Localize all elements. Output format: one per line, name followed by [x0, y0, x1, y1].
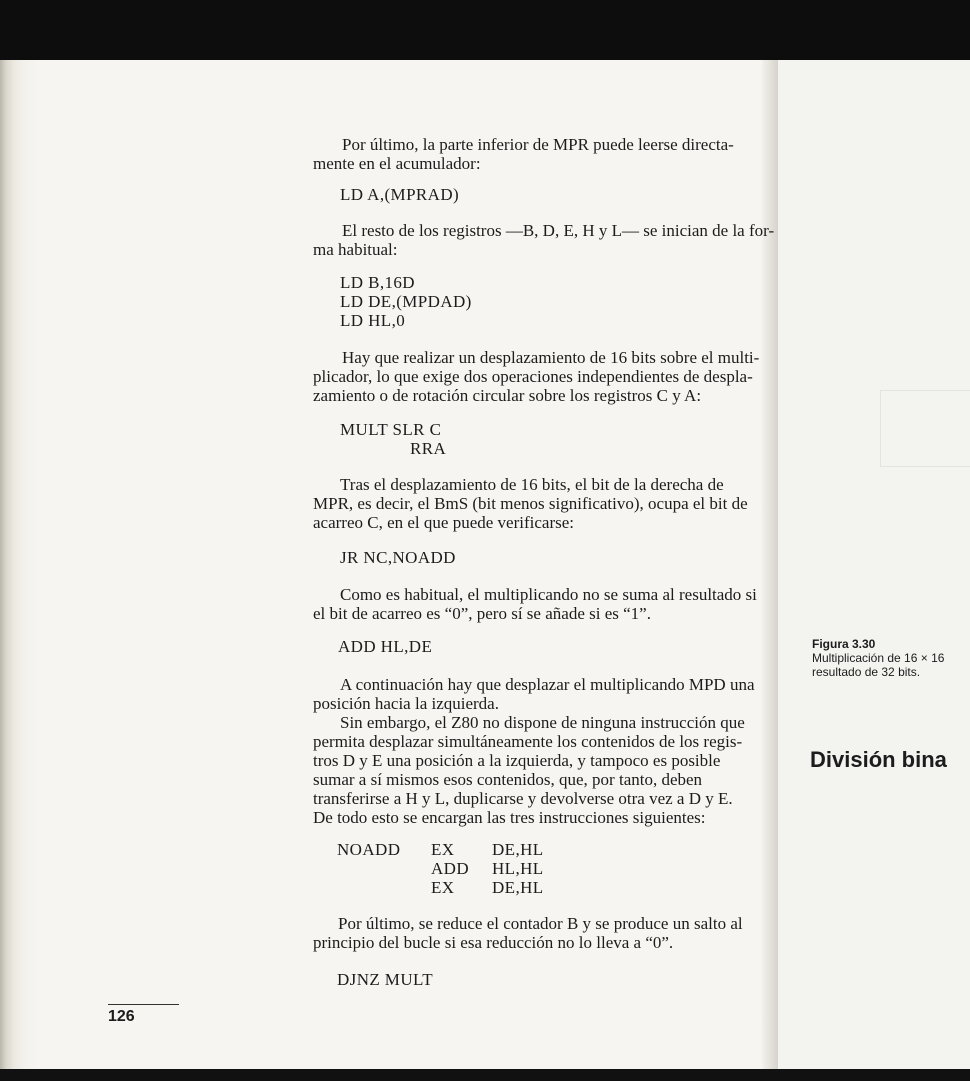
figure-caption-line: Multiplicación de 16 × 16 [812, 651, 945, 665]
figure-label: Figura 3.30 [812, 637, 876, 651]
text-line: posición hacia la izquierda. [313, 694, 499, 713]
text-line: Tras el desplazamiento de 16 bits, el bit de la derecha de [340, 475, 724, 494]
text-line: zamiento o de rotación circular sobre los registros C y A: [313, 386, 702, 405]
text-line: el bit de acarreo es “0”, pero sí se añade si es “1”. [313, 604, 651, 623]
footer-rule [108, 1004, 179, 1005]
page-number: 126 [108, 1008, 135, 1025]
code-line: ADD HL,DE [338, 637, 433, 656]
text-line: permita desplazar simultáneamente los contenidos de los regis- [313, 732, 743, 751]
scan-top-border [0, 0, 970, 60]
section-heading: División bina [810, 747, 947, 772]
text-line: tros D y E una posición a la izquierda, y tampoco es posible [313, 751, 721, 770]
code-line: DJNZ MULT [337, 970, 434, 989]
scan-bottom-border [0, 1069, 970, 1081]
code-label: NOADD [337, 840, 401, 859]
text-line: MPR, es decir, el BmS (bit menos significativo), ocupa el bit de [313, 494, 748, 513]
code-op: EX [431, 878, 455, 897]
text-line: Hay que realizar un desplazamiento de 16 bits sobre el multi- [342, 348, 760, 367]
code-line: LD A,(MPRAD) [340, 185, 460, 204]
figure-caption-line: resultado de 32 bits. [812, 665, 921, 679]
code-line: LD B,16D [340, 273, 415, 292]
code-line: RRA [410, 439, 447, 458]
code-arg: DE,HL [492, 878, 544, 897]
code-line: LD HL,0 [340, 311, 406, 330]
code-line: MULT SLR C [340, 420, 442, 439]
code-arg: HL,HL [492, 859, 544, 878]
text-line: Por último, se reduce el contador B y se produce un salto al [338, 914, 743, 933]
text-line: plicador, lo que exige dos operaciones independientes de despla- [313, 367, 753, 386]
code-op: EX [431, 840, 455, 859]
text-line: A continuación hay que desplazar el multiplicando MPD una [340, 675, 755, 694]
text-line: mente en el acumulador: [313, 154, 481, 173]
code-line: JR NC,NOADD [340, 548, 456, 567]
text-line: ma habitual: [313, 240, 398, 259]
right-page [778, 60, 970, 1070]
page-edge-shading [0, 60, 38, 1070]
text-line: El resto de los registros —B, D, E, H y L— se inician de la for- [342, 221, 775, 240]
text-line: principio del bucle si esa reducción no lo lleva a “0”. [313, 933, 674, 952]
book-gutter [762, 60, 778, 1070]
text-line: sumar a sí mismos esos contenidos, que, por tanto, deben [313, 770, 703, 789]
code-arg: DE,HL [492, 840, 544, 859]
text-line: Por último, la parte inferior de MPR puede leerse directa- [342, 135, 734, 154]
text-line: acarreo C, en el que puede verificarse: [313, 513, 574, 532]
code-line: LD DE,(MPDAD) [340, 292, 472, 311]
text-line: transferirse a H y L, duplicarse y devolverse otra vez a D y E. [313, 789, 733, 808]
text-line: Sin embargo, el Z80 no dispone de ninguna instrucción que [340, 713, 745, 732]
text-line: Como es habitual, el multiplicando no se suma al resultado si [340, 585, 757, 604]
show-through-figure [880, 390, 970, 467]
text-line: De todo esto se encargan las tres instrucciones siguientes: [313, 808, 706, 827]
code-op: ADD [431, 859, 470, 878]
